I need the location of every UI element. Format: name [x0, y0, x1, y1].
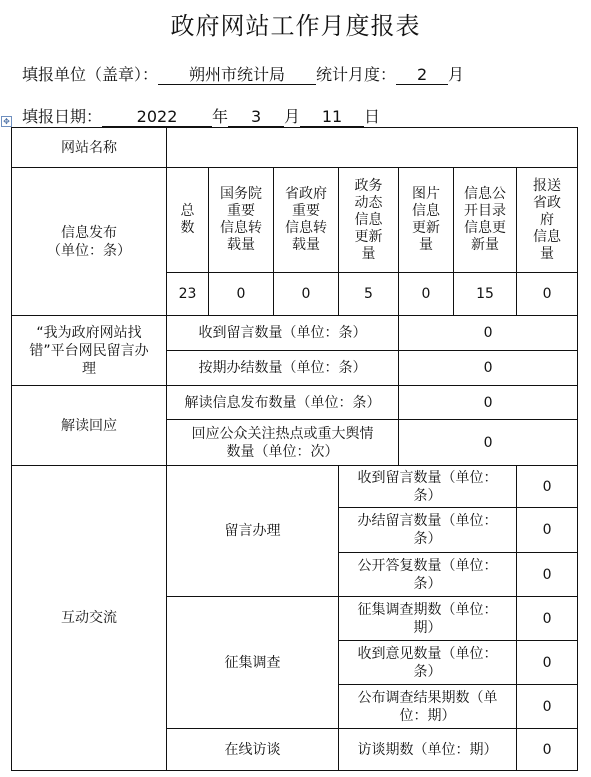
month-suffix: 月: [448, 65, 465, 84]
info-header-submitted: 报送 省政 府 信息 量: [517, 168, 578, 273]
survey-opinions-value: 0: [517, 641, 578, 685]
report-title: 政府网站工作月度报表: [170, 12, 421, 40]
interview-periods-label: 访谈期数（单位：期）: [339, 729, 517, 771]
interaction-row: [12, 466, 578, 508]
date-label: 填报日期：: [22, 107, 103, 126]
interpretation-response-label: 回应公众关注热点或重大舆情 数量（单位：次）: [167, 420, 399, 466]
info-release-header-row: [12, 168, 578, 273]
error-report-row: [12, 316, 578, 351]
message-public-reply-value: 0: [517, 553, 578, 597]
survey-periods-label: 征集调查期数（单位： 期）: [339, 597, 517, 641]
info-header-state-council: 国务院 重要 信息转 载量: [209, 168, 274, 273]
error-report-label: “我为政府网站找 错”平台网民留言办 理: [12, 316, 167, 386]
site-name-label: 网站名称: [12, 128, 167, 168]
error-report-received-value: 0: [399, 316, 578, 351]
day-value: 11: [300, 108, 364, 127]
info-header-catalog: 信息公 开目录 信息更 新量: [454, 168, 517, 273]
month-value: 2: [396, 66, 448, 85]
error-report-received-label: 收到留言数量（单位：条）: [167, 316, 399, 351]
message-closed-value: 0: [517, 508, 578, 553]
interview-label: 在线访谈: [167, 729, 339, 771]
message-received-label: 收到留言数量（单位： 条）: [339, 466, 517, 508]
survey-label: 征集调查: [167, 597, 339, 729]
info-value-catalog: 15: [454, 273, 517, 316]
site-name-value: [167, 128, 578, 168]
survey-opinions-label: 收到意见数量（单位： 条）: [339, 641, 517, 685]
interaction-label: 互动交流: [12, 466, 167, 771]
message-handling-label: 留言办理: [167, 466, 339, 597]
site-name-row: [12, 128, 578, 168]
info-header-provincial: 省政府 重要 信息转 载量: [274, 168, 339, 273]
message-closed-label: 办结留言数量（单位： 条）: [339, 508, 517, 553]
move-handle-icon[interactable]: ✥: [1, 116, 12, 127]
month-label: 统计月度：: [316, 65, 397, 84]
info-value-submitted: 0: [517, 273, 578, 316]
unit-label: 填报单位（盖章）：: [22, 65, 159, 84]
info-value-provincial: 0: [274, 273, 339, 316]
unit-value: 朔州市统计局: [158, 66, 316, 85]
date-month-value: 3: [228, 108, 284, 127]
error-report-ontime-label: 按期办结数量（单位：条）: [167, 351, 399, 386]
report-table: [11, 127, 578, 771]
year-value: 2022: [102, 108, 212, 127]
info-release-label: 信息发布 （单位：条）: [12, 168, 167, 316]
interpretation-response-value: 0: [399, 420, 578, 466]
unit-line: [22, 62, 464, 85]
info-header-news: 政务 动态 信息 更新 量: [339, 168, 399, 273]
info-header-total: 总 数: [167, 168, 209, 273]
interpretation-published-label: 解读信息发布数量（单位：条）: [167, 386, 399, 420]
message-received-value: 0: [517, 466, 578, 508]
interview-periods-value: 0: [517, 729, 578, 771]
error-report-ontime-value: 0: [399, 351, 578, 386]
info-value-images: 0: [399, 273, 454, 316]
survey-periods-value: 0: [517, 597, 578, 641]
day-suffix: 日: [364, 107, 381, 126]
info-value-state-council: 0: [209, 273, 274, 316]
year-suffix: 年: [212, 107, 229, 126]
info-value-news: 5: [339, 273, 399, 316]
interpretation-published-value: 0: [399, 386, 578, 420]
date-month-suffix: 月: [284, 107, 301, 126]
date-line: [22, 104, 380, 127]
survey-results-value: 0: [517, 685, 578, 729]
interpretation-row: [12, 386, 578, 420]
info-header-images: 图片 信息 更新 量: [399, 168, 454, 273]
message-public-reply-label: 公开答复数量（单位： 条）: [339, 553, 517, 597]
survey-results-label: 公布调查结果期数（单 位：期）: [339, 685, 517, 729]
info-value-total: 23: [167, 273, 209, 316]
interpretation-label: 解读回应: [12, 386, 167, 466]
